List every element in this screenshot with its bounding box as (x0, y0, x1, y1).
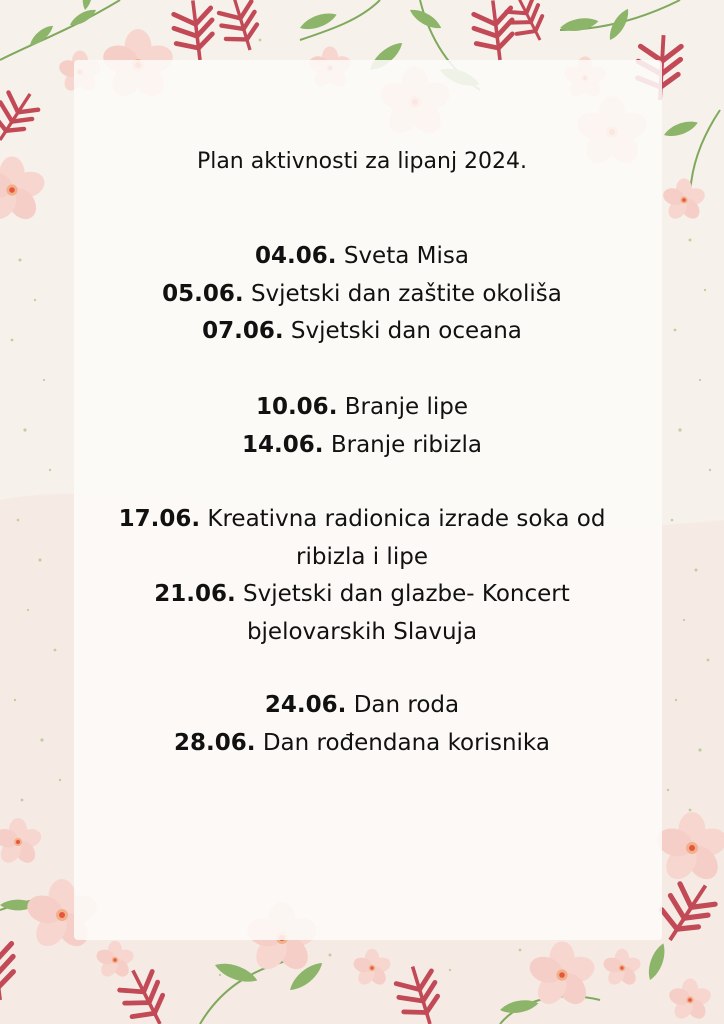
event-date: 05.06. (162, 280, 244, 307)
event-item-continuation (40, 614, 684, 652)
event-item (40, 725, 684, 763)
event-title: Kreativna radionica izrade soka od (207, 506, 606, 532)
event-date: 28.06. (174, 729, 256, 756)
event-date: 24.06. (264, 692, 347, 718)
event-group (40, 501, 684, 651)
event-date: 10.06. (255, 394, 338, 420)
event-group (40, 687, 684, 762)
event-item (40, 276, 684, 314)
event-title: Svjetski dan oceana (290, 318, 522, 344)
content-panel (74, 60, 662, 940)
event-title-continuation: bjelovarskih Slavuja (246, 618, 478, 645)
event-title: Svjetski dan glazbe- Koncert (243, 581, 570, 607)
event-item (40, 313, 684, 351)
event-title: Sveta Misa (343, 243, 469, 269)
event-date: 04.06. (255, 243, 337, 269)
event-group (40, 389, 684, 464)
event-item (40, 389, 684, 427)
event-title: Branje lipe (344, 394, 469, 420)
event-item (40, 501, 684, 539)
page-title: Plan aktivnosti za lipanj 2024. (196, 149, 528, 174)
event-group (40, 238, 684, 351)
event-title: Dan rođendana korisnika (262, 729, 550, 756)
event-item (40, 576, 684, 614)
event-date: 17.06. (118, 506, 201, 532)
event-item (40, 687, 684, 725)
event-title: Dan roda (353, 692, 460, 718)
event-item-continuation (40, 539, 684, 577)
event-title: Branje ribizla (330, 431, 482, 458)
event-item (40, 427, 684, 465)
event-item (40, 238, 684, 276)
event-date: 14.06. (242, 431, 324, 458)
event-date: 21.06. (154, 581, 236, 607)
event-date: 07.06. (202, 318, 284, 344)
event-title-continuation: ribizla i lipe (296, 543, 428, 570)
event-title: Svjetski dan zaštite okoliša (250, 280, 562, 307)
